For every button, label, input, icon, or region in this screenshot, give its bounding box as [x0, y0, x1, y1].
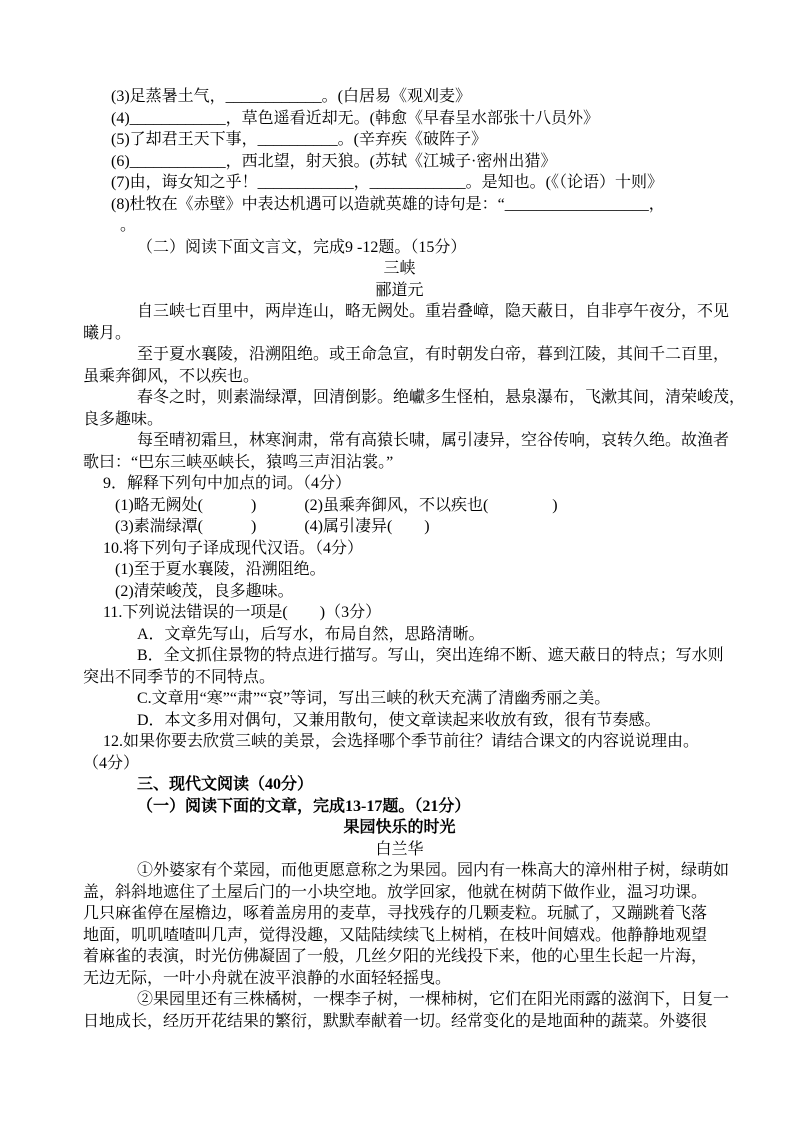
text-line: （二）阅读下面文言文，完成9 -12题。（15分） [137, 238, 467, 256]
text-line: ②果园里还有三株橘树，一棵李子树，一棵柿树，它们在阳光雨露的滋润下，日复一 [137, 991, 730, 1008]
text-line: 10.将下列句子译成现代汉语。（4分） [103, 539, 364, 557]
text-line: 日地成长，经历开花结果的繁衍，默默奉献着一切。经常变化的是地面种的蔬菜。外婆很 [83, 1012, 708, 1030]
text-line: 歌曰：“巴东三峡巫峡长，猿鸣三声泪沾裳。” [83, 453, 394, 471]
text-line: 白兰华 [375, 840, 424, 858]
text-line: D．本文多用对偶句，又兼用散句，使文章读起来收放有致，很有节奏感。 [137, 711, 661, 729]
text-line: A．文章先写山，后写水，布局自然，思路清晰。 [137, 625, 485, 643]
text-line: 突出不同季节的不同特点。 [83, 668, 276, 686]
text-line: 郦道元 [375, 281, 424, 299]
text-line: 曦月。 [83, 324, 132, 342]
text-line: （4分） [83, 754, 140, 772]
text-line: 每至晴初霜旦，林寒涧肃，常有高猿长啸，属引凄异，空谷传响，哀转久绝。故渔者 [137, 432, 730, 449]
text-line: （一）阅读下面的文章，完成13-17题。（21分） [137, 797, 471, 815]
text-line: 盖，斜斜地遮住了土屋后门的一小块空地。放学回家，他就在树荫下做作业，温习功课。 [83, 883, 708, 901]
text-line: B．全文抓住景物的特点进行描写。写山，突出连绵不断、遮天蔽日的特点；写水则 [137, 647, 724, 664]
text-line: (4)____________，草色遥看近却无。(韩愈《早春呈水部张十八员外》 [111, 109, 599, 127]
text-line: 几只麻雀停在屋檐边，啄着盖房用的麦草，寻找残存的几颗麦粒。玩腻了，又蹦跳着飞落 [83, 905, 708, 922]
text-line: (3)素湍绿潭( ) (4)属引凄异( ) [115, 518, 430, 535]
text-line: (7)由，诲女知之乎！____________，____________。是知也。(《（论语）十则》 [111, 174, 663, 191]
text-line: (1)略无阙处( ) (2)虽乘奔御风，不以疾也( ) [115, 496, 558, 514]
text-line: 着麻雀的表演，时光仿佛凝固了一般，几丝夕阳的光线投下来，他的心里生长起一片海， [83, 948, 708, 965]
text-line: 自三峡七百里中，两岸连山，略无阙处。重岩叠嶂，隐天蔽日，自非亭午夜分，不见 [137, 303, 730, 320]
text-line: ①外婆家有个菜园，而他更愿意称之为果园。园内有一株高大的漳州柑子树，绿萌如 [137, 862, 730, 879]
document-body [83, 86, 746, 1032]
text-line: 无边无际，一叶小舟就在波平浪静的水面轻轻摇曳。 [83, 969, 452, 987]
text-line: 地面，叽叽喳喳叫几声，觉得没趣，又陆陆续续飞上树梢，在枝叶间嬉戏。他静静地观望 [83, 926, 708, 944]
text-line: (8)杜牧在《赤壁》中表达机遇可以造就英雄的诗句是：“__________________， [111, 195, 665, 213]
text-line: 。 [120, 217, 137, 234]
text-line: 春冬之时，则素湍绿潭，回清倒影。绝巘多生怪柏，悬泉瀑布，飞漱其间，清荣峻茂， [137, 389, 746, 406]
text-line: (3)足蒸暑土气，____________。(白居易《观刈麦》 [111, 88, 471, 105]
text-line: 12.如果你要去欣赏三峡的美景，会选择哪个季节前往？请结合课文的内容说说理由。 [103, 733, 700, 750]
text-line: 三、现代文阅读（40分） [137, 776, 314, 793]
text-line: 果园快乐的时光 [343, 819, 456, 836]
text-line: (6)____________，西北望，射天狼。(苏轼《江城子·密州出猎》 [111, 152, 557, 170]
text-line: (1)至于夏水襄陵，沿溯阻绝。 [115, 561, 326, 578]
text-line: (2)清荣峻茂，良多趣味。 [115, 582, 294, 600]
text-line: (5)了却君王天下事，__________。(辛弃疾《破阵子》 [111, 131, 487, 148]
text-line: 三峡 [383, 260, 416, 277]
text-line: 至于夏水襄陵，沿溯阻绝。或王命急宣，有时朝发白帝，暮到江陵，其间千二百里， [137, 346, 730, 363]
text-line: 良多趣味。 [83, 410, 164, 428]
text-line: 11.下列说法错误的一项是( )（3分） [103, 604, 382, 621]
text-line: 9．解释下列句中加点的词。（4分） [103, 475, 352, 492]
text-line: 虽乘奔御风，不以疾也。 [83, 367, 260, 385]
text-line: C.文章用“寒”“肃”“哀”等词，写出三峡的秋天充满了清幽秀丽之美。 [137, 690, 611, 707]
